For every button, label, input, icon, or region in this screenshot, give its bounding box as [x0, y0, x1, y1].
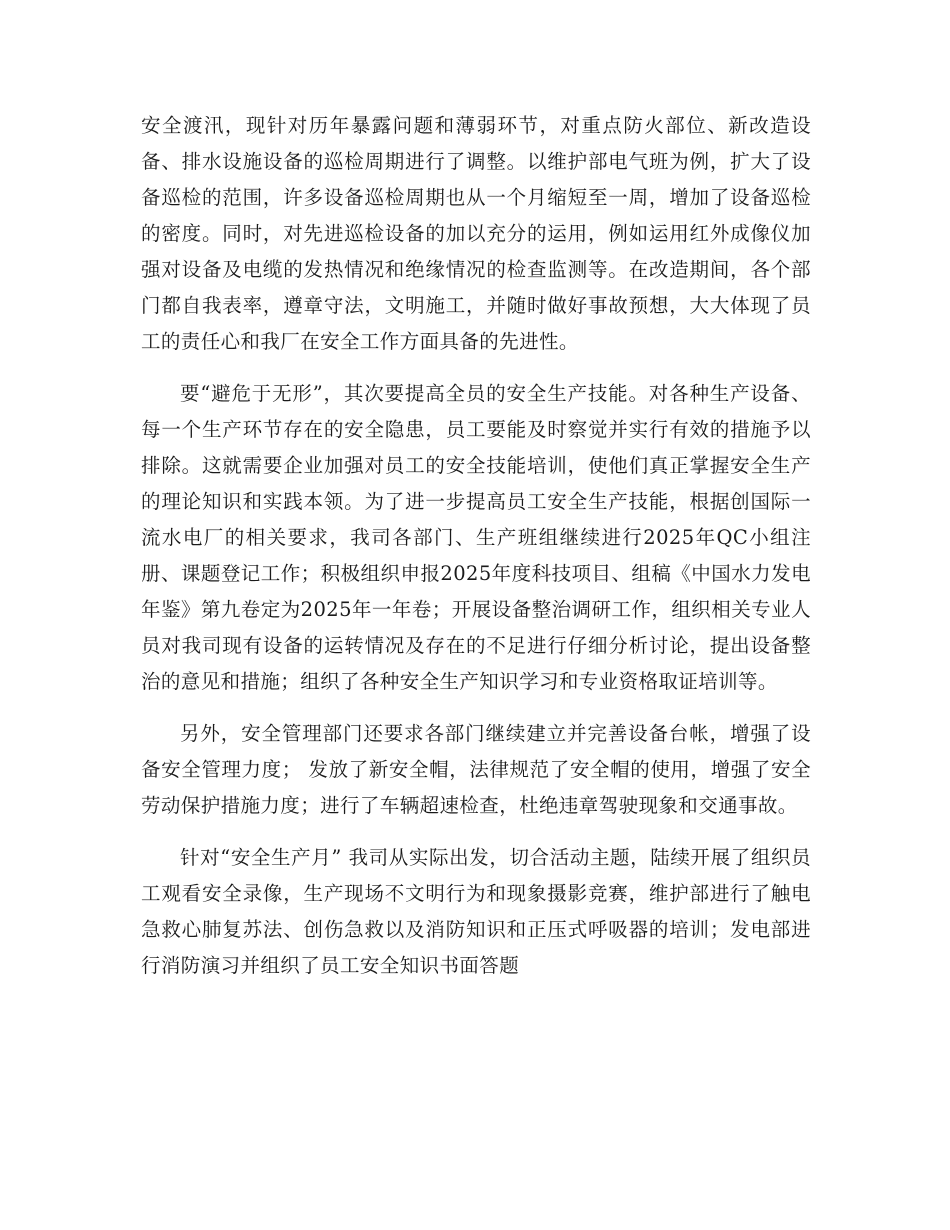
paragraph-4: 针对“安全生产月” 我司从实际出发，切合活动主题，陆续开展了组织员工观看安全录像，生产现场不文明行为和现象摄影竞赛，维护部进行了触电急救心肺复苏法、创伤急救以及消防知识和正压式呼吸器的培训；发电部进行消防演习并组织了员工安全知识书面答题 — [141, 846, 811, 977]
paragraph-3: 另外，安全管理部门还要求各部门继续建立并完善设备台帐，增强了设备安全管理力度； 发放了新安全帽，法律规范了安全帽的使用，增强了安全劳动保护措施力度；进行了车辆超速检查，杜绝违章驾驶现象和交通事故。 — [141, 722, 811, 817]
document-body — [141, 108, 811, 1000]
paragraph-2: 要“避危于无形”，其次要提高全员的安全生产技能。对各种生产设备、每一个生产环节存在的安全隐患，员工要能及时察觉并实行有效的措施予以排除。这就需要企业加强对员工的安全技能培训，使他们真正掌握安全生产的理论知识和实践本领。为了进一步提高员工安全生产技能，根据创国际一流水电厂的相关要求，我司各部门、生产班组继续进行2025年QC小组注册、课题登记工作；积极组织申报2025年度科技项目、组稿《中国水力发电年鉴》第九卷定为2025年一年卷；开展设备整治调研工作，组织相关专业人员对我司现有设备的运转情况及存在的不足进行仔细分析讨论，提出设备整治的意见和措施；组织了各种安全生产知识学习和专业资格取证培训等。 — [141, 382, 811, 693]
paragraph-1: 安全渡汛，现针对历年暴露问题和薄弱环节，对重点防火部位、新改造设备、排水设施设备的巡检周期进行了调整。以维护部电气班为例，扩大了设备巡检的范围，许多设备巡检周期也从一个月缩短至一周，增加了设备巡检的密度。同时，对先进巡检设备的加以充分的运用，例如运用红外成像仪加强对设备及电缆的发热情况和绝缘情况的检查监测等。在改造期间，各个部门都自我表率，遵章守法，文明施工，并随时做好事故预想，大大体现了员工的责任心和我厂在安全工作方面具备的先进性。 — [141, 114, 811, 353]
